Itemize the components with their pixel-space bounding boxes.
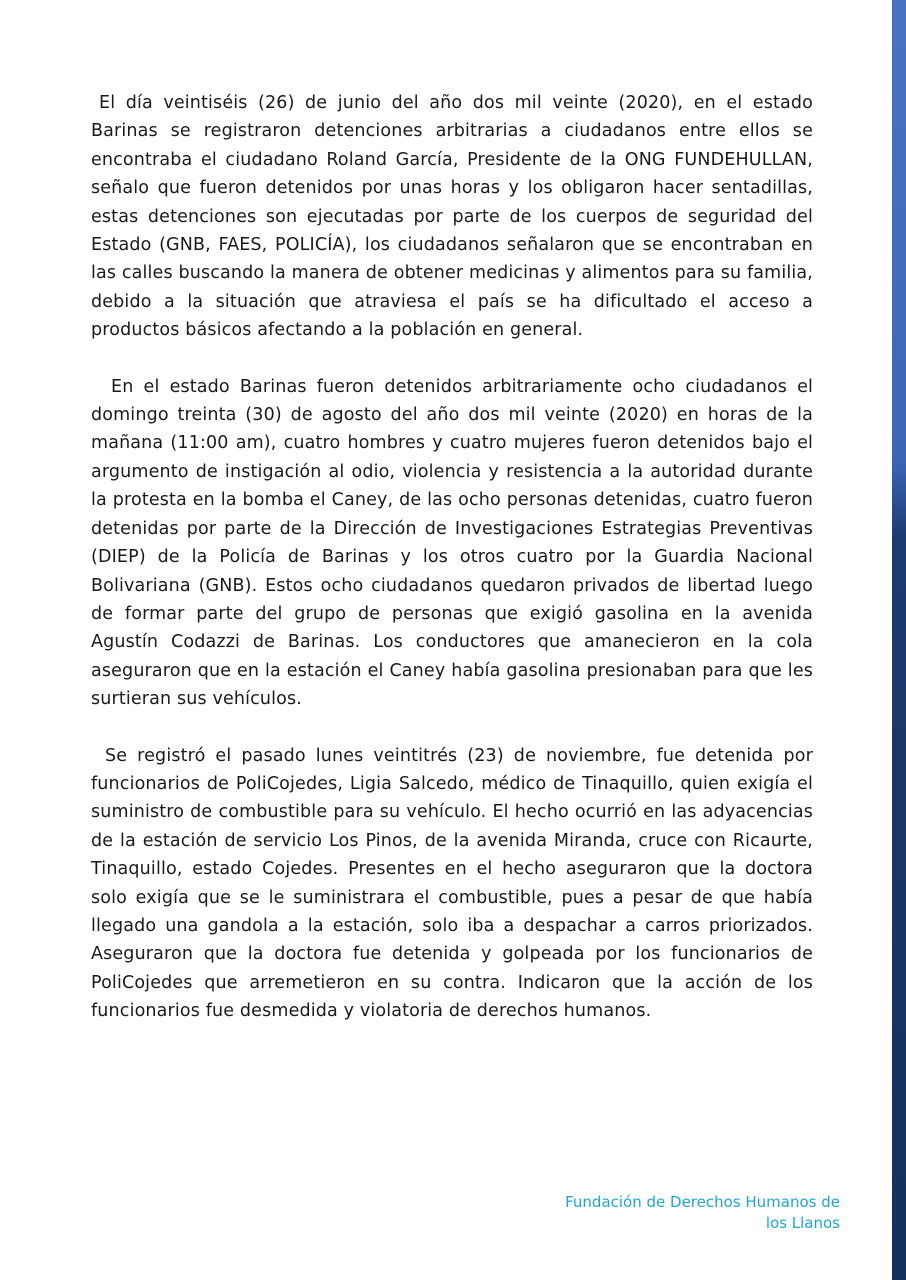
document-body (91, 89, 813, 1054)
page-footer (565, 1192, 840, 1234)
footer-org-name-line-2: los Llanos (765, 1214, 840, 1232)
footer-org-name-line-1: Fundación de Derechos Humanos de (565, 1193, 840, 1211)
page-side-accent-bar (892, 0, 906, 1280)
paragraph-1: El día veintiséis (26) de junio del año dos mil veinte (2020), en el estado Barinas se registraron detenciones arbitrarias a ciudadanos entre ellos se encontraba el ciudadano Roland García, Presidente de la ONG FUNDEHULLAN, señalo que fueron detenidos por unas horas y los obligaron hacer sentadillas, estas detenciones son ejecutadas por parte de los cuerpos de seguridad del Estado (GNB, FAES, POLICÍA), los ciudadanos señalaron que se encontraban en las calles buscando la manera de obtener medicinas y alimentos para su familia, debido a la situación que atraviesa el país se ha dificultado el acceso a productos básicos afectando a la población en general. (91, 93, 813, 341)
paragraph-3: Se registró el pasado lunes veintitrés (23) de noviembre, fue detenida por funcionarios de PoliCojedes, Ligia Salcedo, médico de Tinaquillo, quien exigía el suministro de combustible para su vehículo. El hecho ocurrió en las adyacencias de la estación de servicio Los Pinos, de la avenida Miranda, cruce con Ricaurte, Tinaquillo, estado Cojedes. Presentes en el hecho aseguraron que la doctora solo exigía que se le suministrara el combustible, pues a pesar de que había llegado una gandola a la estación, solo iba a despachar a carros priorizados. Aseguraron que la doctora fue detenida y golpeada por los funcionarios de PoliCojedes que arremetieron en su contra. Indicaron que la acción de los funcionarios fue desmedida y violatoria de derechos humanos. (91, 745, 813, 1022)
paragraph-2: En el estado Barinas fueron detenidos arbitrariamente ocho ciudadanos el domingo treinta (30) de agosto del año dos mil veinte (2020) en horas de la mañana (11:00 am), cuatro hombres y cuatro mujeres fueron detenidos bajo el argumento de instigación al odio, violencia y resistencia a la autoridad durante la protesta en la bomba el Caney, de las ocho personas detenidas, cuatro fueron detenidas por parte de la Dirección de Investigaciones Estrategias Preventivas (DIEP) de la Policía de Barinas y los otros cuatro por la Guardia Nacional Bolivariana (GNB). Estos ocho ciudadanos quedaron privados de libertad luego de formar parte del grupo de personas que exigió gasolina en la avenida Agustín Codazzi de Barinas. Los conductores que amanecieron en la cola aseguraron que en la estación el Caney había gasolina presionaban para que les surtieran sus vehículos. (91, 376, 813, 710)
